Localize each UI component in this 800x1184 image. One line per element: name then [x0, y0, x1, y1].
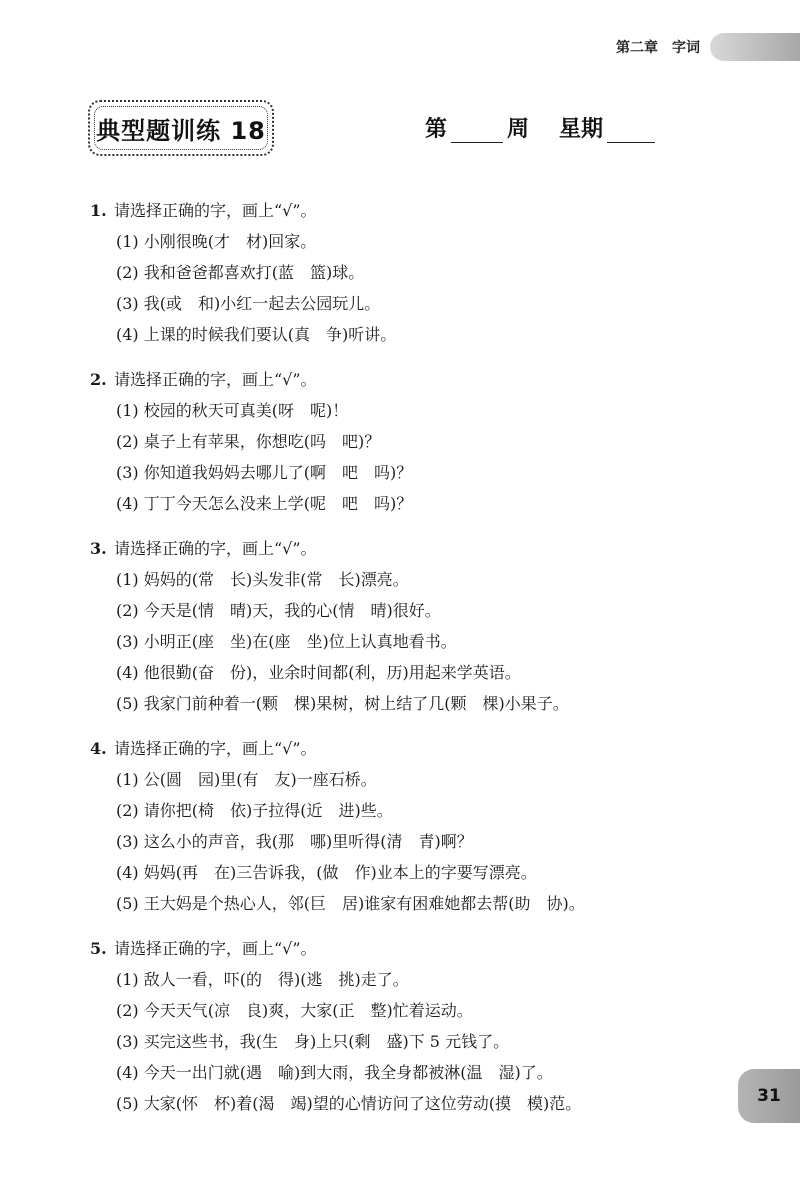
question-item[interactable]: (1) 妈妈的(常 长)头发非(常 长)漂亮。: [116, 570, 409, 589]
week-number-blank[interactable]: [451, 116, 503, 143]
question-item[interactable]: (3) 你知道我妈妈去哪儿了(啊 吧 吗)？: [116, 463, 413, 482]
question-prompt: 请选择正确的字，画上“√”。: [114, 739, 317, 758]
question-item[interactable]: (4) 妈妈(再 在)三告诉我，(做 作)业本上的字要写漂亮。: [116, 863, 537, 882]
question-item[interactable]: (1) 公(圆 园)里(有 友)一座石桥。: [116, 770, 377, 789]
question-item[interactable]: (5) 我家门前种着一(颗 棵)果树，树上结了几(颗 棵)小果子。: [116, 694, 569, 713]
question-number: 4.: [90, 739, 107, 758]
question-2: [90, 365, 730, 519]
weekday-blank[interactable]: [607, 116, 655, 143]
question-item[interactable]: (2) 我和爸爸都喜欢打(蓝 篮)球。: [116, 263, 365, 282]
exercise-title: 典型题训练 18: [96, 116, 266, 145]
question-item[interactable]: (1) 小刚很晚(才 材)回家。: [116, 232, 317, 251]
question-item[interactable]: (3) 小明正(座 坐)在(座 坐)位上认真地看书。: [116, 632, 457, 651]
question-item[interactable]: (2) 今天是(情 晴)天，我的心(情 晴)很好。: [116, 601, 441, 620]
question-item[interactable]: (4) 他很勤(奋 份)，业余时间都(利，历)用起来学英语。: [116, 663, 521, 682]
question-item[interactable]: (5) 大家(怀 杯)着(渴 竭)望的心情访问了这位劳动(摸 模)范。: [116, 1094, 582, 1113]
question-item[interactable]: (1) 校园的秋天可真美(呀 呢)！: [116, 401, 349, 420]
week-label-xingqi: 星期: [559, 117, 604, 142]
question-3: [90, 534, 730, 719]
question-prompt: 请选择正确的字，画上“√”。: [114, 370, 317, 389]
week-label-zhou: 周: [507, 117, 530, 142]
chapter-header: [600, 32, 800, 62]
question-item[interactable]: (2) 桌子上有苹果，你想吃(吗 吧)？: [116, 432, 381, 451]
question-list: [90, 196, 730, 1134]
question-item[interactable]: (4) 今天一出门就(遇 喻)到大雨，我全身都被淋(温 湿)了。: [116, 1063, 553, 1082]
question-4: [90, 734, 730, 919]
page-number: 31: [757, 1086, 781, 1106]
question-item[interactable]: (4) 丁丁今天怎么没来上学(呢 吧 吗)？: [116, 494, 413, 513]
question-item[interactable]: (5) 王大妈是个热心人，邻(巨 居)谁家有困难她都去帮(助 协)。: [116, 894, 585, 913]
question-item[interactable]: (4) 上课的时候我们要认(真 争)听讲。: [116, 325, 397, 344]
question-item[interactable]: (3) 这么小的声音，我(那 哪)里听得(清 青)啊？: [116, 832, 473, 851]
chapter-tab-bar: [710, 33, 800, 61]
question-number: 5.: [90, 939, 107, 958]
question-prompt: 请选择正确的字，画上“√”。: [114, 201, 317, 220]
question-number: 2.: [90, 370, 107, 389]
chapter-label: 第二章 字词: [616, 40, 700, 56]
page-number-tab: [738, 1069, 800, 1123]
question-number: 3.: [90, 539, 107, 558]
question-number: 1.: [90, 201, 107, 220]
question-item[interactable]: (2) 今天天气(凉 良)爽，大家(正 整)忙着运动。: [116, 1001, 473, 1020]
week-day-line: [425, 112, 655, 143]
question-1: [90, 196, 730, 350]
question-prompt: 请选择正确的字，画上“√”。: [114, 539, 317, 558]
question-item[interactable]: (1) 敌人一看，吓(的 得)(逃 挑)走了。: [116, 970, 409, 989]
question-item[interactable]: (3) 我(或 和)小红一起去公园玩儿。: [116, 294, 381, 313]
week-label-di: 第: [425, 117, 448, 142]
question-item[interactable]: (2) 请你把(椅 依)子拉得(近 进)些。: [116, 801, 393, 820]
question-5: [90, 934, 730, 1119]
exercise-title-box: [88, 100, 274, 156]
question-prompt: 请选择正确的字，画上“√”。: [114, 939, 317, 958]
question-item[interactable]: (3) 买完这些书，我(生 身)上只(剩 盛)下 5 元钱了。: [116, 1032, 510, 1051]
